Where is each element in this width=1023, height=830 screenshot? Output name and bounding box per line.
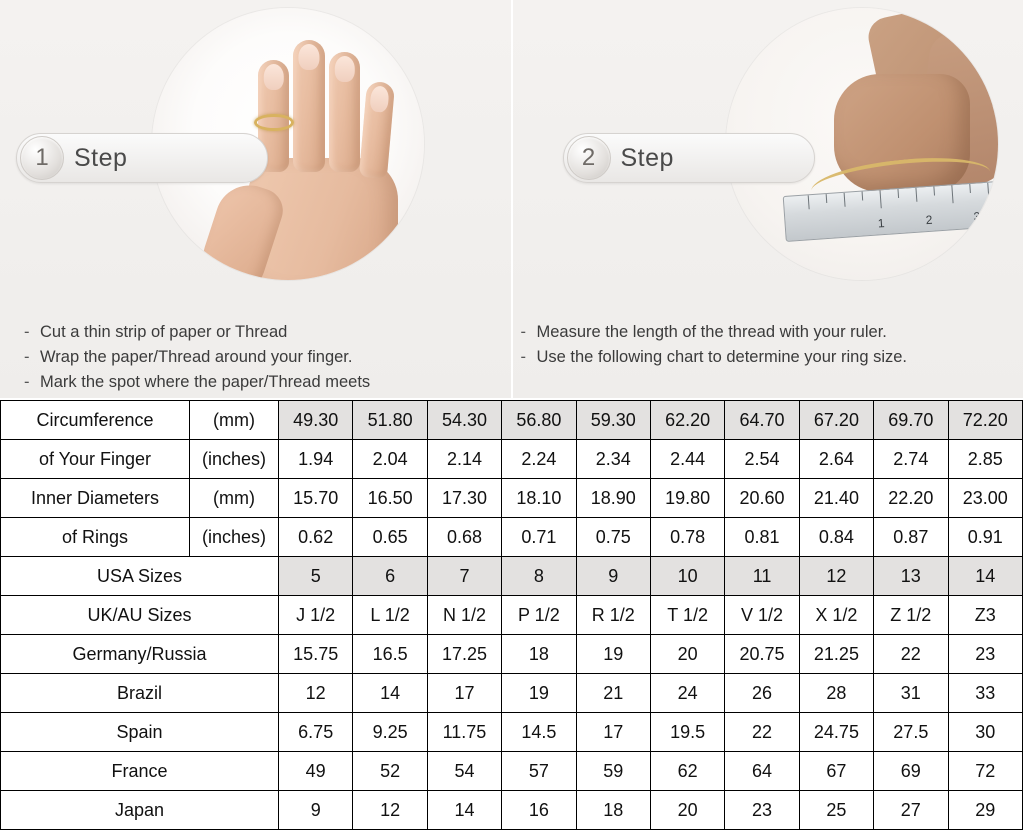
fingernail (263, 64, 283, 90)
cell: 14 (353, 674, 427, 713)
cell: 29 (948, 791, 1022, 830)
cell: 13 (874, 557, 948, 596)
instruction-text: Mark the spot where the paper/Thread meets (40, 370, 370, 395)
cell: 2.54 (725, 440, 799, 479)
fingernail (369, 85, 390, 113)
cell: 17 (576, 713, 650, 752)
cell: 2.44 (650, 440, 724, 479)
cell: P 1/2 (502, 596, 576, 635)
row-label-inner-diameter: Inner Diameters (1, 479, 190, 518)
bullet-dash-icon: - (521, 320, 537, 345)
cell: 17 (427, 674, 501, 713)
cell: 21.25 (799, 635, 873, 674)
cell: 0.78 (650, 518, 724, 557)
step-1-panel (0, 0, 513, 398)
cell: 52 (353, 752, 427, 791)
row-label-germany-russia: Germany/Russia (1, 635, 279, 674)
unit-mm: (mm) (190, 479, 279, 518)
cell: 26 (725, 674, 799, 713)
cell: 30 (948, 713, 1022, 752)
table-row (1, 440, 1023, 479)
cell: 59.30 (576, 401, 650, 440)
cell: 72 (948, 752, 1022, 791)
cell: 19.80 (650, 479, 724, 518)
table-row (1, 791, 1023, 830)
table-row (1, 557, 1023, 596)
cell: 2.74 (874, 440, 948, 479)
cell: 21 (576, 674, 650, 713)
cell: 7 (427, 557, 501, 596)
ruler-number: 2 (925, 213, 933, 227)
cell: 0.84 (799, 518, 873, 557)
steps-section (0, 0, 1023, 398)
row-label-france: France (1, 752, 279, 791)
cell: 27 (874, 791, 948, 830)
cell: 54 (427, 752, 501, 791)
step-2-instructions (513, 320, 1021, 370)
table-row (1, 518, 1023, 557)
cell: 0.62 (279, 518, 353, 557)
instruction-item (24, 370, 494, 395)
cell: 2.04 (353, 440, 427, 479)
fingernail (298, 44, 319, 70)
row-label-usa: USA Sizes (1, 557, 279, 596)
cell: Z3 (948, 596, 1022, 635)
cell: 17.25 (427, 635, 501, 674)
cell: 0.65 (353, 518, 427, 557)
instruction-item (24, 320, 494, 345)
step-1-label: Step (74, 144, 127, 173)
instruction-item (24, 345, 494, 370)
cell: 23 (948, 635, 1022, 674)
cell: 16.50 (353, 479, 427, 518)
cell: 72.20 (948, 401, 1022, 440)
cell: V 1/2 (725, 596, 799, 635)
cell: 12 (799, 557, 873, 596)
cell: T 1/2 (650, 596, 724, 635)
step-2-panel (513, 0, 1023, 398)
table-row (1, 713, 1023, 752)
instruction-text: Wrap the paper/Thread around your finger. (40, 345, 352, 370)
cell: 8 (502, 557, 576, 596)
cell: 23.00 (948, 479, 1022, 518)
cell: 18.90 (576, 479, 650, 518)
step-1-instructions (24, 320, 494, 395)
row-label-circumference: Circumference (1, 401, 190, 440)
row-label-uk-au: UK/AU Sizes (1, 596, 279, 635)
cell: 59 (576, 752, 650, 791)
cell: 16 (502, 791, 576, 830)
cell: 67.20 (799, 401, 873, 440)
step-2-number: 2 (567, 136, 611, 180)
ring-finger (329, 52, 360, 172)
cell: 18 (502, 635, 576, 674)
ruler-number: 3 (973, 209, 981, 223)
cell: 6 (353, 557, 427, 596)
cell: 14 (948, 557, 1022, 596)
cell: 11 (725, 557, 799, 596)
instruction-text: Measure the length of the thread with your ruler. (537, 320, 887, 345)
cell: J 1/2 (279, 596, 353, 635)
little-finger (359, 81, 395, 179)
row-label-inner-diameter-2: of Rings (1, 518, 190, 557)
row-label-spain: Spain (1, 713, 279, 752)
table-row (1, 674, 1023, 713)
cell: 15.70 (279, 479, 353, 518)
cell: 22 (874, 635, 948, 674)
cell: 12 (353, 791, 427, 830)
unit-inches: (inches) (190, 440, 279, 479)
cell: 15.75 (279, 635, 353, 674)
cell: N 1/2 (427, 596, 501, 635)
cell: 18 (576, 791, 650, 830)
cell: 1.94 (279, 440, 353, 479)
middle-finger (293, 40, 325, 172)
cell: 64 (725, 752, 799, 791)
cell: 54.30 (427, 401, 501, 440)
row-label-japan: Japan (1, 791, 279, 830)
cell: 14.5 (502, 713, 576, 752)
bullet-dash-icon: - (24, 345, 40, 370)
cell: 11.75 (427, 713, 501, 752)
cell: 23 (725, 791, 799, 830)
step-2-label: Step (621, 144, 674, 173)
cell: 5 (279, 557, 353, 596)
cell: 69 (874, 752, 948, 791)
table-row (1, 596, 1023, 635)
cell: 57 (502, 752, 576, 791)
cell: 22 (725, 713, 799, 752)
cell: 2.64 (799, 440, 873, 479)
cell: 17.30 (427, 479, 501, 518)
cell: 33 (948, 674, 1022, 713)
cell: L 1/2 (353, 596, 427, 635)
cell: 20 (650, 635, 724, 674)
row-label-circumference-2: of Your Finger (1, 440, 190, 479)
cell: 0.87 (874, 518, 948, 557)
cell: 2.34 (576, 440, 650, 479)
cell: 62 (650, 752, 724, 791)
cell: X 1/2 (799, 596, 873, 635)
cell: 14 (427, 791, 501, 830)
cell: 24 (650, 674, 724, 713)
cell: 19 (502, 674, 576, 713)
fingernail (334, 56, 354, 82)
cell: 2.14 (427, 440, 501, 479)
unit-inches: (inches) (190, 518, 279, 557)
instruction-item (521, 320, 1021, 345)
step-1-badge (16, 133, 268, 183)
instruction-text: Use the following chart to determine your ring size. (537, 345, 908, 370)
cell: 20.60 (725, 479, 799, 518)
instruction-text: Cut a thin strip of paper or Thread (40, 320, 287, 345)
cell: 24.75 (799, 713, 873, 752)
cell: 0.71 (502, 518, 576, 557)
table-row (1, 479, 1023, 518)
cell: 69.70 (874, 401, 948, 440)
ring-size-table (0, 400, 1023, 830)
cell: 9 (279, 791, 353, 830)
cell: 31 (874, 674, 948, 713)
ruler-number: 1 (877, 216, 885, 230)
cell: 67 (799, 752, 873, 791)
cell: 20 (650, 791, 724, 830)
cell: 0.91 (948, 518, 1022, 557)
cell: 18.10 (502, 479, 576, 518)
cell: 22.20 (874, 479, 948, 518)
cell: 19.5 (650, 713, 724, 752)
cell: 12 (279, 674, 353, 713)
cell: 0.81 (725, 518, 799, 557)
step-1-number: 1 (20, 136, 64, 180)
cell: R 1/2 (576, 596, 650, 635)
cell: 6.75 (279, 713, 353, 752)
cell: Z 1/2 (874, 596, 948, 635)
bullet-dash-icon: - (521, 345, 537, 370)
cell: 0.68 (427, 518, 501, 557)
cell: 27.5 (874, 713, 948, 752)
step-2-badge (563, 133, 815, 183)
cell: 25 (799, 791, 873, 830)
cell: 51.80 (353, 401, 427, 440)
cell: 9.25 (353, 713, 427, 752)
cell: 21.40 (799, 479, 873, 518)
table-row (1, 752, 1023, 791)
cell: 0.75 (576, 518, 650, 557)
cell: 64.70 (725, 401, 799, 440)
cell: 2.85 (948, 440, 1022, 479)
cell: 49 (279, 752, 353, 791)
cell: 9 (576, 557, 650, 596)
instruction-item (521, 345, 1021, 370)
row-label-brazil: Brazil (1, 674, 279, 713)
bullet-dash-icon: - (24, 320, 40, 345)
cell: 49.30 (279, 401, 353, 440)
cell: 16.5 (353, 635, 427, 674)
thread-on-finger (254, 114, 294, 131)
unit-mm: (mm) (190, 401, 279, 440)
cell: 2.24 (502, 440, 576, 479)
cell: 19 (576, 635, 650, 674)
table-row (1, 401, 1023, 440)
cell: 56.80 (502, 401, 576, 440)
table-row (1, 635, 1023, 674)
bullet-dash-icon: - (24, 370, 40, 395)
cell: 62.20 (650, 401, 724, 440)
cell: 10 (650, 557, 724, 596)
cell: 20.75 (725, 635, 799, 674)
cell: 28 (799, 674, 873, 713)
